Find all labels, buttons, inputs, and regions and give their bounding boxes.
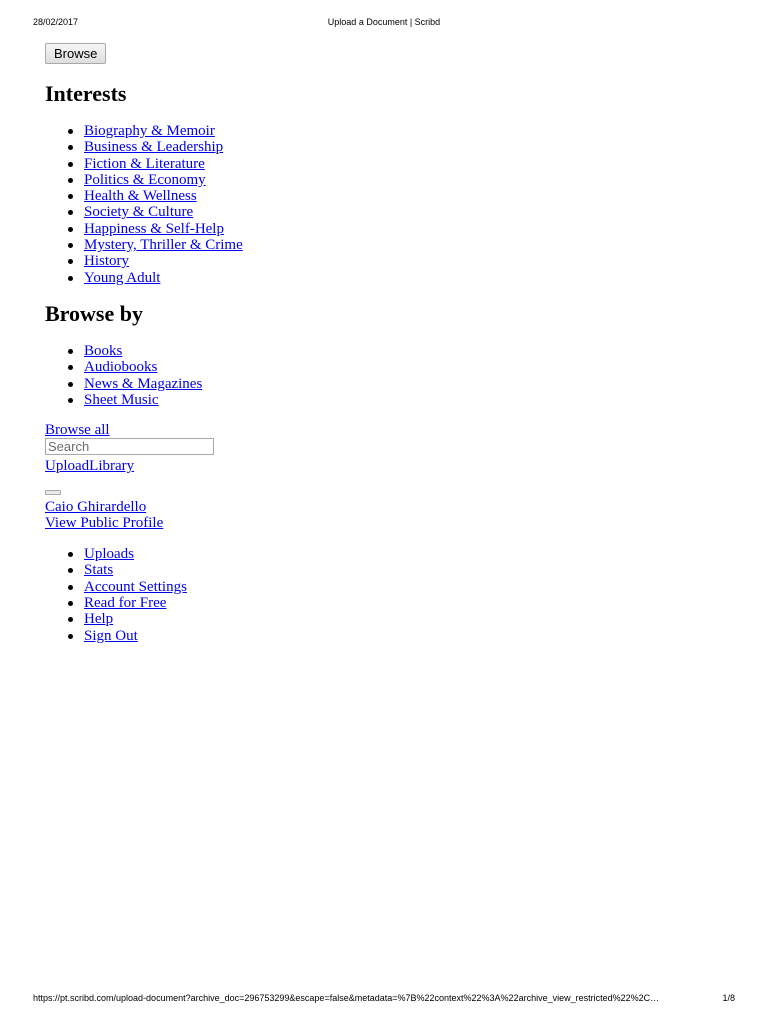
list-item — [84, 359, 725, 375]
menu-link-account-settings[interactable]: Account Settings — [84, 578, 187, 595]
print-date: 28/02/2017 — [33, 17, 79, 27]
interest-link-fiction[interactable]: Fiction & Literature — [84, 155, 205, 172]
list-item — [84, 595, 725, 611]
account-menu-list — [45, 546, 725, 644]
list-item — [84, 611, 725, 627]
browse-link-books[interactable]: Books — [84, 342, 123, 359]
list-item — [84, 156, 725, 172]
browse-link-news-magazines[interactable]: News & Magazines — [84, 375, 203, 392]
print-header — [0, 17, 768, 31]
print-footer — [0, 993, 768, 1007]
browse-link-audiobooks[interactable]: Audiobooks — [84, 359, 158, 376]
user-name-link[interactable]: Caio Ghirardello — [45, 499, 147, 516]
list-item — [84, 172, 725, 188]
menu-link-sign-out[interactable]: Sign Out — [84, 627, 138, 644]
list-item — [84, 253, 725, 269]
browse-by-list — [45, 343, 725, 408]
menu-link-help[interactable]: Help — [84, 611, 114, 628]
browse-button[interactable]: Browse — [45, 43, 106, 64]
top-nav — [45, 458, 725, 474]
interest-link-history[interactable]: History — [84, 253, 129, 270]
interest-link-young-adult[interactable]: Young Adult — [84, 269, 161, 286]
print-page-number: 1/8 — [722, 993, 735, 1003]
menu-link-read-for-free[interactable]: Read for Free — [84, 595, 167, 612]
browse-by-heading: Browse by — [45, 300, 143, 326]
interest-link-mystery[interactable]: Mystery, Thriller & Crime — [84, 237, 243, 254]
view-public-profile-link[interactable]: View Public Profile — [45, 515, 164, 532]
list-item — [84, 562, 725, 578]
list-item — [84, 579, 725, 595]
page-content — [45, 43, 725, 644]
interests-heading: Interests — [45, 81, 127, 106]
list-item — [84, 343, 725, 359]
menu-link-uploads[interactable]: Uploads — [84, 546, 134, 563]
upload-link[interactable]: Upload — [45, 458, 90, 475]
interest-link-biography[interactable]: Biography & Memoir — [84, 123, 215, 139]
print-url: https://pt.scribd.com/upload-document?archive_doc=296753299&escape=false&metadata=%7B%22context%22%3A%22archive_view_restricted%22%2C… — [33, 993, 660, 1003]
search-input[interactable] — [45, 438, 214, 455]
print-page-title: Upload a Document | Scribd — [327, 17, 441, 27]
list-item — [84, 204, 725, 220]
list-item — [84, 546, 725, 562]
menu-link-stats[interactable]: Stats — [84, 562, 114, 579]
list-item — [84, 376, 725, 392]
interest-link-health[interactable]: Health & Wellness — [84, 188, 197, 205]
interest-link-society[interactable]: Society & Culture — [84, 204, 194, 221]
list-item — [84, 221, 725, 237]
user-menu-toggle-button[interactable] — [45, 490, 61, 495]
browse-link-sheet-music[interactable]: Sheet Music — [84, 391, 159, 408]
interest-link-politics[interactable]: Politics & Economy — [84, 171, 206, 188]
interest-link-happiness[interactable]: Happiness & Self-Help — [84, 220, 224, 237]
list-item — [84, 188, 725, 204]
list-item — [84, 237, 725, 253]
list-item — [84, 392, 725, 408]
list-item — [84, 270, 725, 286]
interests-list — [45, 123, 725, 286]
browse-all-link[interactable]: Browse all — [45, 422, 110, 439]
list-item — [84, 628, 725, 644]
interest-link-business[interactable]: Business & Leadership — [84, 139, 224, 156]
list-item — [84, 139, 725, 155]
list-item — [84, 123, 725, 139]
library-link[interactable]: Library — [89, 458, 135, 475]
